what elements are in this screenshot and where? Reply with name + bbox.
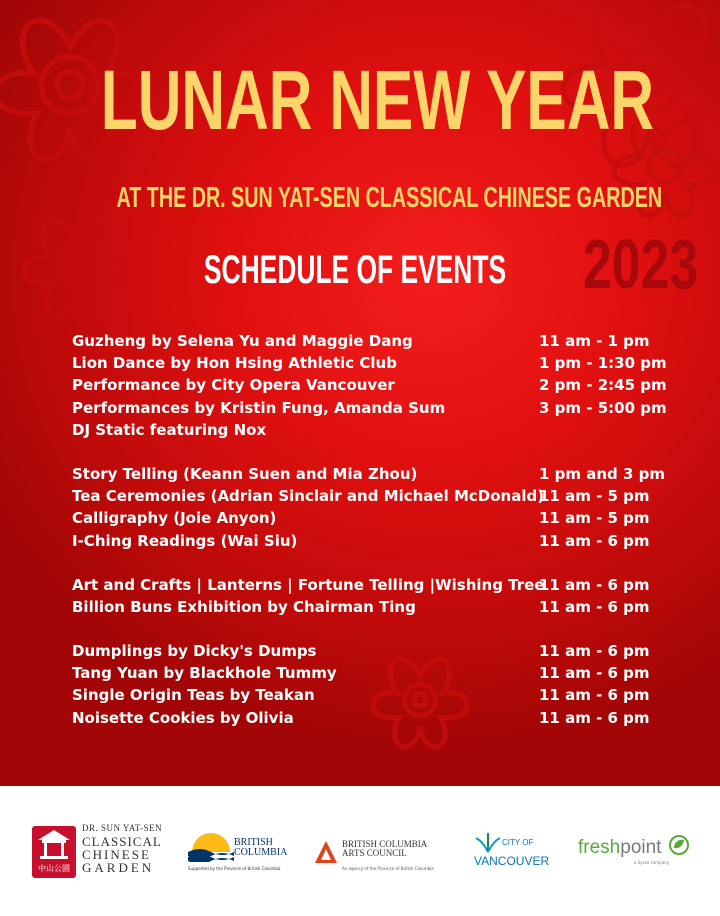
- bc-sun-icon: [188, 832, 234, 862]
- event-row: [72, 463, 692, 485]
- vancouver-line1: CITY OF: [502, 838, 534, 847]
- event-row: [72, 596, 692, 618]
- garden-name-line2: CLASSICAL: [82, 834, 162, 849]
- garden-name-line3: CHINESE: [82, 847, 151, 862]
- logo-british-columbia: [188, 832, 298, 876]
- event-row: [72, 485, 692, 507]
- bcac-line1: BRITISH COLUMBIA: [342, 839, 428, 849]
- vancouver-flower-icon: [474, 832, 502, 854]
- poster-title: LUNAR NEW YEAR: [100, 53, 655, 147]
- garden-name-line4: GARDEN: [82, 860, 155, 875]
- event-name: Billion Buns Exhibition by Chairman Ting: [72, 597, 416, 616]
- bc-line1: BRITISH: [234, 837, 273, 848]
- bcac-line2: ARTS COUNCIL: [342, 848, 407, 859]
- event-time: 3 pm - 5:00 pm: [539, 398, 667, 417]
- event-name: Tang Yuan by Blackhole Tummy: [72, 664, 337, 683]
- event-name: Performance by City Opera Vancouver: [72, 376, 395, 395]
- event-time: 11 am - 5 pm: [539, 509, 650, 528]
- event-time: 11 am - 6 pm: [539, 597, 650, 616]
- schedule-heading: SCHEDULE OF EVENTS: [203, 248, 507, 292]
- event-name: Story Telling (Keann Suen and Mia Zhou): [72, 464, 418, 483]
- event-name: Tea Ceremonies (Adrian Sinclair and Michael McDonald): [72, 487, 545, 506]
- freshpoint-tagline: a Sysco company: [634, 860, 670, 865]
- pagoda-seal-icon: [32, 826, 76, 878]
- event-name: Single Origin Teas by Teakan: [72, 686, 315, 705]
- bc-line2: COLUMBIA: [234, 847, 288, 858]
- event-name: Art and Crafts | Lanterns | Fortune Telling |Wishing Tree: [72, 575, 545, 594]
- event-group-crafts: [72, 574, 692, 618]
- event-name: I-Ching Readings (Wai Siu): [72, 531, 298, 550]
- event-time: 11 am - 6 pm: [539, 686, 650, 705]
- event-time: 2 pm - 2:45 pm: [539, 376, 667, 395]
- event-row: [72, 530, 692, 552]
- event-time: 1 pm and 3 pm: [539, 464, 666, 483]
- event-name: Dumplings by Dicky's Dumps: [72, 642, 317, 661]
- poster-subtitle: AT THE DR. SUN YAT-SEN CLASSICAL CHINESE GARDEN: [116, 182, 663, 214]
- event-name: Performances by Kristin Fung, Amanda Sum: [72, 398, 446, 417]
- event-group-activities: [72, 463, 692, 552]
- event-group-food: [72, 640, 692, 729]
- event-name: Noisette Cookies by Olivia: [72, 708, 294, 727]
- event-row: [72, 662, 692, 684]
- logo-freshpoint: [578, 838, 698, 872]
- logo-city-of-vancouver: [472, 832, 562, 874]
- event-group-performances: [72, 330, 692, 441]
- event-name: Lion Dance by Hon Hsing Athletic Club: [72, 354, 397, 373]
- event-row: [72, 330, 692, 352]
- leaf-icon: [668, 834, 690, 856]
- event-time: 11 am - 6 pm: [539, 575, 650, 594]
- vancouver-line2: VANCOUVER: [474, 854, 550, 868]
- event-row: [72, 419, 692, 441]
- event-row: [72, 374, 692, 396]
- freshpoint-name-a: fresh: [578, 837, 621, 858]
- logo-sun-yat-sen-garden: [32, 824, 172, 882]
- event-row: [72, 507, 692, 529]
- event-row: [72, 640, 692, 662]
- event-name: Guzheng by Selena Yu and Maggie Dang: [72, 332, 413, 350]
- logo-bc-arts-council: [314, 838, 454, 874]
- sponsor-logos: [0, 786, 720, 916]
- event-time: 11 am - 6 pm: [539, 708, 650, 727]
- bc-tagline: Supported by the Province of British Columbia: [188, 866, 281, 871]
- event-row: [72, 352, 692, 374]
- event-row: [72, 397, 692, 419]
- event-row: [72, 684, 692, 706]
- year-label: 2023: [583, 225, 699, 303]
- freshpoint-name-b: point: [620, 837, 662, 858]
- event-name: Calligraphy (Joie Anyon): [72, 509, 277, 528]
- event-name: DJ Static featuring Nox: [72, 420, 267, 439]
- event-row: [72, 574, 692, 596]
- event-schedule: [72, 330, 692, 751]
- garden-name-line1: DR. SUN YAT-SEN: [82, 823, 163, 833]
- arts-council-triangle-icon: [314, 840, 338, 864]
- bcac-tagline: An agency of the Province of British Columbia: [342, 866, 434, 871]
- event-time: 11 am - 6 pm: [539, 642, 650, 661]
- event-time: 11 am - 5 pm: [539, 487, 650, 506]
- seal-text: 中山公園: [38, 864, 70, 873]
- event-row: [72, 707, 692, 729]
- event-time: 11 am - 6 pm: [539, 664, 650, 683]
- event-time: 11 am - 6 pm: [539, 531, 650, 550]
- event-time: 1 pm - 1:30 pm: [539, 354, 667, 373]
- event-time: 11 am - 1 pm: [539, 332, 650, 350]
